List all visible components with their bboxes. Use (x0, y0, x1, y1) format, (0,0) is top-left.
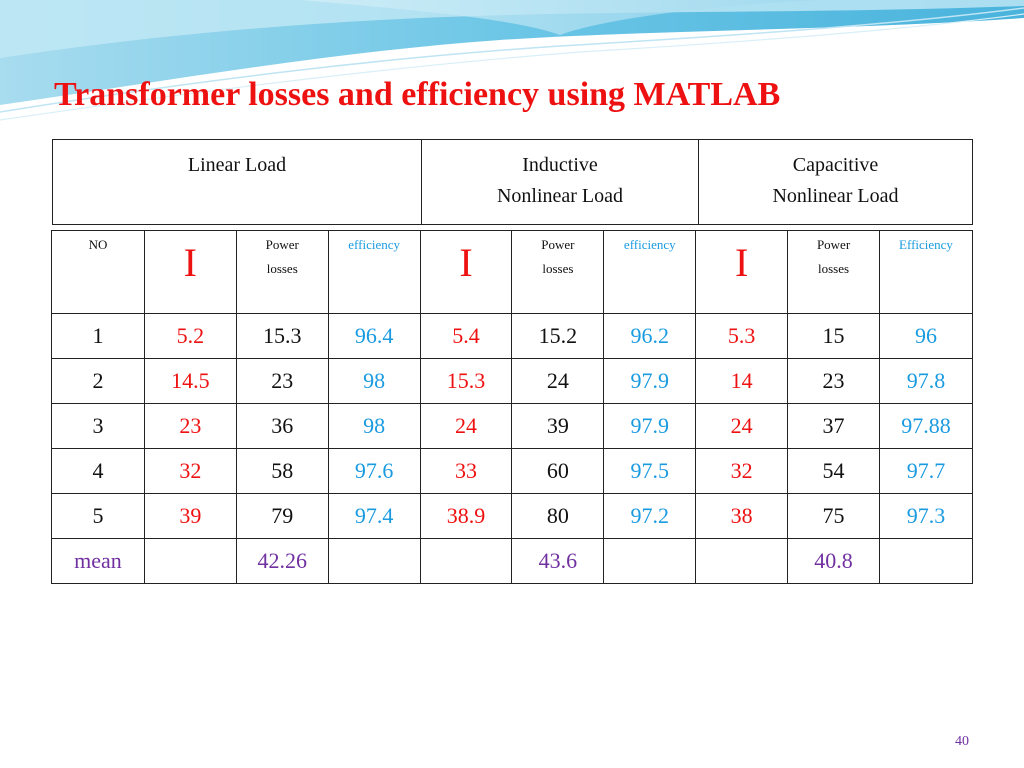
power-label-line1: Power (541, 237, 575, 252)
cell-current-capacitive: 14 (696, 359, 788, 404)
cell-efficiency-linear: 98 (328, 404, 420, 449)
cell-efficiency-capacitive: 97.3 (879, 494, 972, 539)
header-inductive-load (422, 140, 699, 225)
cell-power-capacitive: 15 (788, 314, 880, 359)
cell-efficiency-inductive: 97.9 (604, 404, 696, 449)
header-linear-load (53, 140, 422, 225)
mean-row (52, 539, 973, 584)
col-header-power-losses-linear (236, 231, 328, 314)
power-label-line1: Power (816, 237, 851, 252)
col-header-current-linear: I (144, 231, 236, 314)
cell-mean-power-capacitive: 40.8 (788, 539, 880, 584)
cell-efficiency-inductive: 97.5 (604, 449, 696, 494)
cell-current-inductive: 15.3 (420, 359, 512, 404)
cell-power-capacitive: 23 (788, 359, 880, 404)
cell-power-linear: 15.3 (236, 314, 328, 359)
col-header-efficiency-linear: efficiency (328, 231, 420, 314)
cell-mean-label: mean (52, 539, 145, 584)
table-row (52, 494, 973, 539)
power-label-line1: Power (265, 237, 299, 252)
cell-power-inductive: 24 (512, 359, 604, 404)
cell-current-inductive: 38.9 (420, 494, 512, 539)
cell-current-linear: 14.5 (144, 359, 236, 404)
slide-title: Transformer losses and efficiency using MATLAB (54, 76, 781, 113)
cell-power-capacitive: 54 (788, 449, 880, 494)
table-row (52, 359, 973, 404)
table-row (52, 449, 973, 494)
cell-no: 1 (52, 314, 145, 359)
cell-efficiency-linear: 96.4 (328, 314, 420, 359)
cell-current-capacitive: 38 (696, 494, 788, 539)
header-capacitive-load (699, 140, 973, 225)
col-header-efficiency-capacitive: Efficiency (879, 231, 972, 314)
cell-efficiency-capacitive: 97.7 (879, 449, 972, 494)
cell-efficiency-inductive: 97.2 (604, 494, 696, 539)
header-capacitive-line2: Nonlinear Load (772, 185, 899, 207)
table-row (52, 404, 973, 449)
cell-current-linear: 39 (144, 494, 236, 539)
power-label-line2: losses (818, 261, 850, 276)
cell-power-linear: 79 (236, 494, 328, 539)
cell-power-inductive: 80 (512, 494, 604, 539)
cell-power-capacitive: 37 (788, 404, 880, 449)
load-type-header-table (52, 139, 973, 225)
cell-empty (879, 539, 972, 584)
header-capacitive-line1: Capacitive (792, 154, 879, 176)
cell-empty (696, 539, 788, 584)
cell-no: 2 (52, 359, 145, 404)
cell-power-capacitive: 75 (788, 494, 880, 539)
header-inductive-line1: Inductive (522, 154, 598, 176)
col-header-power-losses-inductive (512, 231, 604, 314)
power-label-line2: losses (266, 261, 298, 276)
cell-current-inductive: 33 (420, 449, 512, 494)
table-subheader-row (52, 231, 973, 314)
cell-current-inductive: 5.4 (420, 314, 512, 359)
cell-efficiency-inductive: 96.2 (604, 314, 696, 359)
cell-current-linear: 23 (144, 404, 236, 449)
col-header-current-inductive: I (420, 231, 512, 314)
cell-empty (144, 539, 236, 584)
cell-empty (328, 539, 420, 584)
page-number: 40 (955, 734, 969, 749)
cell-power-inductive: 15.2 (512, 314, 604, 359)
cell-current-capacitive: 32 (696, 449, 788, 494)
cell-efficiency-linear: 97.6 (328, 449, 420, 494)
cell-no: 4 (52, 449, 145, 494)
cell-efficiency-capacitive: 97.8 (879, 359, 972, 404)
cell-power-inductive: 60 (512, 449, 604, 494)
header-linear-load-label: Linear Load (187, 154, 287, 176)
cell-empty (604, 539, 696, 584)
cell-efficiency-capacitive: 97.88 (879, 404, 972, 449)
cell-power-linear: 23 (236, 359, 328, 404)
cell-current-capacitive: 5.3 (696, 314, 788, 359)
cell-current-inductive: 24 (420, 404, 512, 449)
cell-mean-power-linear: 42.26 (236, 539, 328, 584)
cell-efficiency-inductive: 97.9 (604, 359, 696, 404)
cell-mean-power-inductive: 43.6 (512, 539, 604, 584)
col-header-current-capacitive: I (696, 231, 788, 314)
cell-current-linear: 32 (144, 449, 236, 494)
cell-power-linear: 36 (236, 404, 328, 449)
col-header-efficiency-inductive: efficiency (604, 231, 696, 314)
header-inductive-line2: Nonlinear Load (496, 185, 624, 207)
cell-power-linear: 58 (236, 449, 328, 494)
cell-efficiency-linear: 98 (328, 359, 420, 404)
table-row (52, 314, 973, 359)
col-header-power-losses-capacitive (788, 231, 880, 314)
cell-current-capacitive: 24 (696, 404, 788, 449)
cell-no: 5 (52, 494, 145, 539)
results-table (51, 230, 973, 584)
cell-no: 3 (52, 404, 145, 449)
cell-power-inductive: 39 (512, 404, 604, 449)
power-label-line2: losses (542, 261, 574, 276)
cell-efficiency-linear: 97.4 (328, 494, 420, 539)
col-header-no: NO (52, 231, 145, 314)
cell-empty (420, 539, 512, 584)
cell-efficiency-capacitive: 96 (879, 314, 972, 359)
cell-current-linear: 5.2 (144, 314, 236, 359)
